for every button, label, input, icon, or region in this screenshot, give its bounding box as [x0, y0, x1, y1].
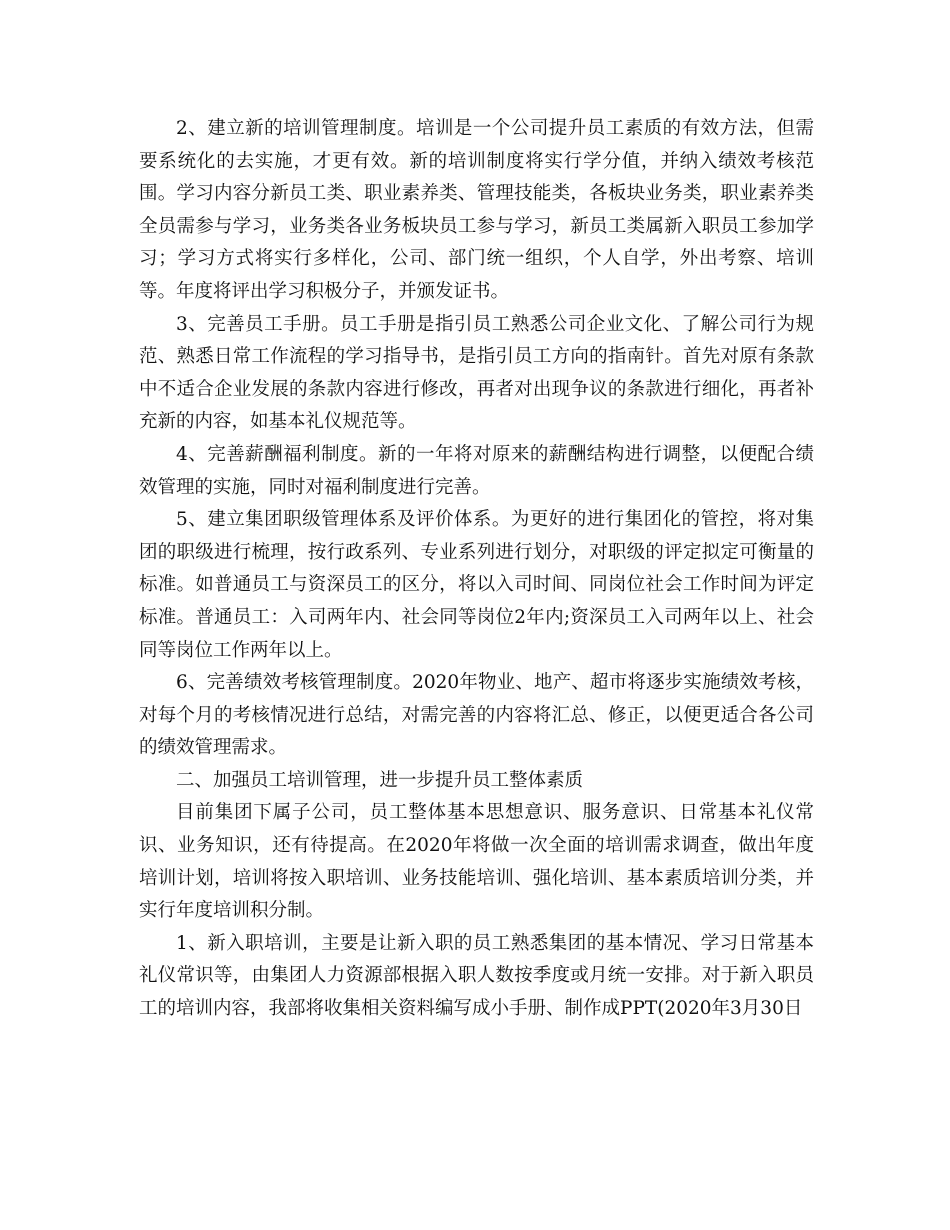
paragraph-employee-handbook: 3、完善员工手册。员工手册是指引员工熟悉公司企业文化、了解公司行为规范、熟悉日常工作流程的学习指导书，是指引员工方向的指南针。首先对原有条款中不适合企业发展的条款内容进行修改，再者对出现争议的条款进行细化，再者补充新的内容，如基本礼仪规范等。 [139, 313, 814, 433]
paragraph-training-plan: 目前集团下属子公司，员工整体基本思想意识、服务意识、日常基本礼仪常识、业务知识，还有待提高。在2020年将做一次全面的培训需求调查，做出年度培训计划，培训将按入职培训、业务技能培训、强化培训、基本素质培训分类，并实行年度培训积分制。 [139, 802, 814, 922]
paragraph-training-system: 2、建立新的培训管理制度。培训是一个公司提升员工素质的有效方法，但需要系统化的去实施，才更有效。新的培训制度将实行学分值，并纳入绩效考核范围。学习内容分新员工类、职业素养类、管理技能类，各板块业务类，职业素养类全员需参与学习，业务类各业务板块员工参与学习，新员工类属新入职员工参加学习；学习方式将实行多样化，公司、部门统一组织，个人自学，外出考察、培训等。年度将评出学习积极分子，并颁发证书。 [139, 118, 814, 302]
paragraph-performance: 6、完善绩效考核管理制度。2020年物业、地产、超市将逐步实施绩效考核，对每个月的考核情况进行总结，对需完善的内容将汇总、修正，以便更适合各公司的绩效管理需求。 [139, 672, 814, 759]
paragraph-compensation: 4、完善薪酬福利制度。新的一年将对原来的薪酬结构进行调整，以便配合绩效管理的实施，同时对福利制度进行完善。 [139, 443, 814, 498]
paragraph-rank-system: 5、建立集团职级管理体系及评价体系。为更好的进行集团化的管控，将对集团的职级进行梳理，按行政系列、专业系列进行划分，对职级的评定拟定可衡量的标准。如普通员工与资深员工的区分，将以入司时间、同岗位社会工作时间为评定标准。普通员工：入司两年内、社会同等岗位2年内;资深员工入司两年以上、社会同等岗位工作两年以上。 [139, 509, 814, 661]
section-heading-training: 二、加强员工培训管理，进一步提升员工整体素质 [176, 769, 584, 791]
document-body [139, 113, 814, 1026]
paragraph-onboarding: 1、新入职培训，主要是让新入职的员工熟悉集团的基本情况、学习日常基本礼仪常识等，由集团人力资源部根据入职人数按季度或月统一安排。对于新入职员工的培训内容，我部将收集相关资料编写成小手册、制作成PPT(2020年3月30日 [139, 932, 814, 1020]
